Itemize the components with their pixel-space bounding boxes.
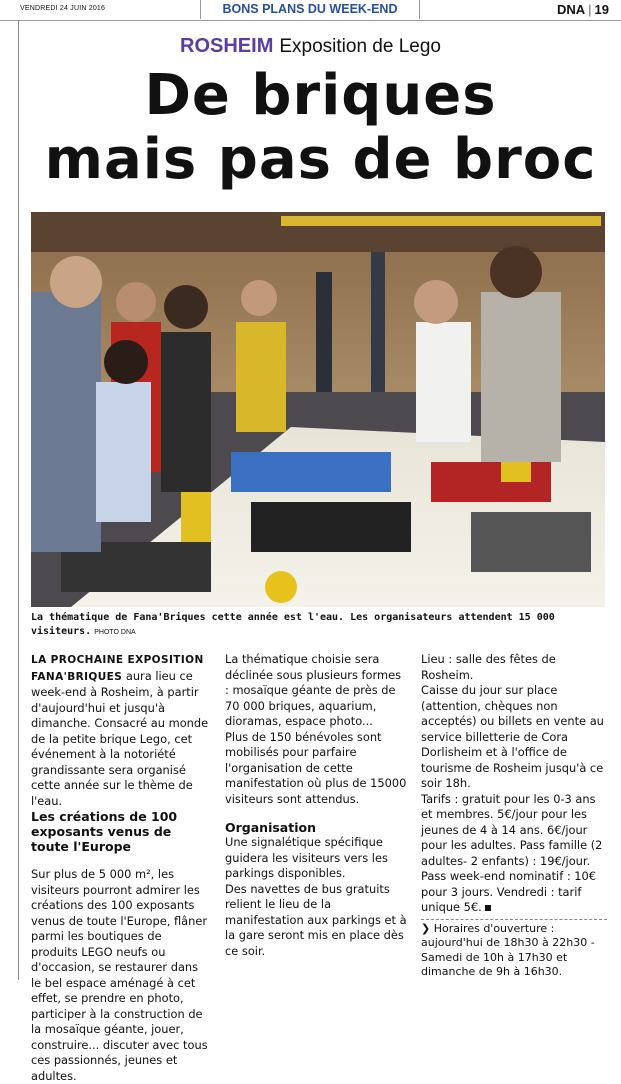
paragraph: Lieu : salle des fêtes de Rosheim. <box>421 652 556 682</box>
paragraph: Sur plus de 5 000 m², les visiteurs pourront admirer les créations des 100 exposants venus de toute l'Europe, flâner parmi les boutiques de produits LEGO neufs ou d'occasion, se restaurer dans le bel espace aménagé à cet effet, se prendre en photo, participer à la construction de la mosaïque géante, jouer, construire... discuter avec tous ces passionnés, jeunes et adultes. <box>31 867 208 1083</box>
paragraph: La thématique choisie sera déclinée sous plusieurs formes : mosaïque géante de près de 70 000 briques, aquarium, dioramas, espace photo... <box>225 652 402 728</box>
subheading-exposants: Les créations de 100 exposants venus de toute l'Europe <box>31 809 178 854</box>
arrow-icon: ❯ <box>421 921 434 935</box>
headline-line-2: mais pas de broc <box>44 127 597 192</box>
kicker-topic: Exposition de Lego <box>279 36 441 57</box>
page-number: 19 <box>594 2 609 17</box>
paragraph: Caisse du jour sur place (attention, chèques non acceptés) ou billets en vente au service billetterie de Cora Dorlisheim et à l'office de tourisme de Rosheim jusqu'à ce soir 18h. <box>421 683 604 790</box>
column-rule <box>18 20 19 980</box>
page-header <box>0 0 621 21</box>
headline-line-1: De briques <box>144 63 497 128</box>
paragraph: Plus de 150 bénévoles sont mobilisés pour parfaire l'organisation de cette manifestation où plus de 15000 visiteurs sont attendus. <box>225 729 407 806</box>
paragraph <box>31 652 211 809</box>
end-of-article-mark <box>485 905 491 911</box>
paragraph: Une signalétique spécifique guidera les visiteurs vers les parkings disponibles. <box>225 835 388 880</box>
photo-caption <box>31 611 605 640</box>
paragraph: Des navettes de bus gratuits relient le lieu de la manifestation aux parkings et à la gare seront mis en place dès ce soir. <box>225 881 407 958</box>
paragraph-text: aura lieu ce week-end à Rosheim, à partir d'aujourd'hui et jusqu'à dimanche. Consacré au monde de la petite brique Lego, cet événement à la notoriété grandissante sera organisé cette année sur le thème de l'eau. <box>31 668 209 808</box>
lego-exhibition-photo <box>31 212 605 607</box>
publication-block <box>557 1 609 19</box>
headline <box>20 64 621 192</box>
article-column-3 <box>421 652 607 980</box>
opening-hours-line: aujourd'hui de 18h30 à 22h30 - <box>421 936 595 949</box>
paragraph <box>421 792 607 916</box>
lead-in: LA PROCHAINE EXPOSITION FANA'BRIQUES <box>31 654 204 683</box>
kicker <box>0 33 621 58</box>
section-title: BONS PLANS DU WEEK-END <box>200 0 420 19</box>
photo-credit: PHOTO DNA <box>94 629 136 636</box>
paragraph-text: Tarifs : gratuit pour les 0-3 ans et membres. 5€/jour pour les jeunes de 4 à 14 ans. 6€/jour pour les adultes. Pass famille (2 adultes- 2 enfants) : 19€/jour. Pass week-end nominatif : 10€ pour 3 jours. Vendredi : tarif unique 5€. <box>421 791 603 914</box>
article-photo <box>31 212 605 607</box>
opening-hours-line: dimanche de 9h à 16h30. <box>421 965 563 978</box>
issue-date: VENDREDI 24 JUIN 2016 <box>20 5 106 12</box>
spacer <box>31 854 211 867</box>
opening-hours-label: Horaires d'ouverture : <box>433 921 555 935</box>
subheading-organisation: Organisation <box>225 820 316 835</box>
separator: | <box>588 2 592 17</box>
publication-name: DNA <box>556 2 586 17</box>
opening-hours-title <box>421 922 607 937</box>
opening-hours-line: Samedi de 10h à 17h30 et <box>421 950 568 964</box>
kicker-town: ROSHEIM <box>180 35 274 57</box>
caption-text: La thématique de Fana'Briques cette année est l'eau. Les organisateurs attendent 15 000 visiteurs. <box>31 612 555 637</box>
article-column-2 <box>225 652 408 959</box>
opening-hours-box <box>421 919 607 980</box>
spacer <box>225 807 408 820</box>
article-column-1 <box>31 652 211 1084</box>
